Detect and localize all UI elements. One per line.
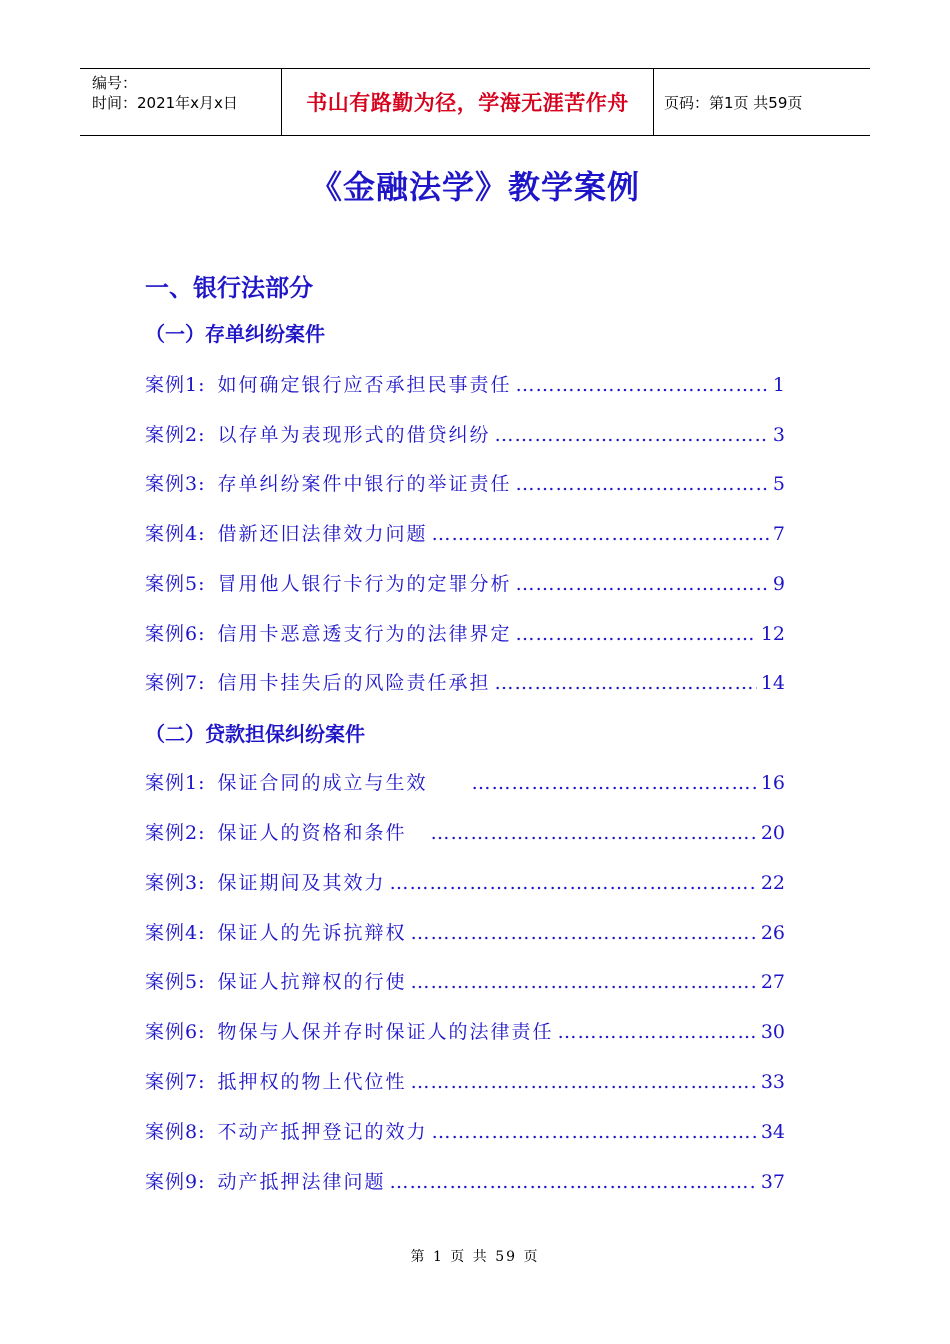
- toc-case-number: 案例1:: [145, 772, 206, 794]
- toc-case-number: 案例3:: [145, 872, 206, 894]
- toc-page-number: 1: [772, 374, 785, 396]
- number-label: 编号：: [92, 74, 138, 92]
- toc-case-number: 案例7:: [145, 1071, 206, 1093]
- header-motto: 书山有路勤为径，学海无涯苦作舟: [281, 69, 654, 135]
- toc-leader: [411, 922, 757, 944]
- toc-case-title: 以存单为表现形式的借贷纠纷: [217, 424, 491, 446]
- toc-leader: [495, 672, 757, 694]
- toc-entry[interactable]: [145, 868, 785, 896]
- section-title: 一、银行法部分: [145, 274, 313, 302]
- toc-case-title: 动产抵押法律问题: [217, 1171, 386, 1193]
- toc-case-title: 保证期间及其效力: [217, 872, 386, 894]
- document-title: 《金融法学》教学案例: [309, 168, 640, 206]
- toc-case-number: 案例2:: [145, 822, 206, 844]
- toc-page-number: 27: [760, 971, 785, 993]
- header-meta: [80, 69, 281, 135]
- toc-page-number: 7: [772, 523, 785, 545]
- toc-entry[interactable]: [145, 569, 785, 597]
- toc-case-number: 案例8:: [145, 1121, 206, 1143]
- toc-case-number: 案例7:: [145, 672, 206, 694]
- toc-case-number: 案例5:: [145, 573, 206, 595]
- toc-page-number: 3: [772, 424, 785, 446]
- group-heading-deposit: （一）存单纠纷案件: [145, 322, 325, 346]
- toc-case-number: 案例6:: [145, 1021, 206, 1043]
- toc-entry[interactable]: [145, 1117, 785, 1145]
- page-header: [80, 68, 870, 136]
- toc-leader: [431, 822, 757, 844]
- toc-entry[interactable]: [145, 967, 785, 995]
- toc-leader: [495, 424, 769, 446]
- toc-entry[interactable]: [145, 668, 785, 696]
- toc-case-number: 案例6:: [145, 623, 206, 645]
- toc-case-number: 案例3:: [145, 473, 206, 495]
- page-footer: 第 1 页 共 59 页: [410, 1249, 540, 1265]
- toc-case-title: 物保与人保并存时保证人的法律责任: [217, 1021, 554, 1043]
- toc-case-title: 保证人抗辩权的行使: [217, 971, 407, 993]
- toc-page-number: 16: [760, 772, 785, 794]
- toc-page-number: 20: [760, 822, 785, 844]
- toc-entry[interactable]: [145, 420, 785, 448]
- toc-case-title: 保证人的资格和条件: [217, 822, 407, 844]
- toc-page-number: 9: [772, 573, 785, 595]
- header-page-info: 页码：第1页 共59页: [664, 93, 803, 112]
- toc-entry[interactable]: [145, 1167, 785, 1195]
- toc-case-title: 借新还旧法律效力问题: [217, 523, 428, 545]
- toc-leader: [432, 523, 769, 545]
- toc-case-title: 信用卡恶意透支行为的法律界定: [217, 623, 512, 645]
- toc-case-title: 不动产抵押登记的效力: [217, 1121, 428, 1143]
- toc-case-number: 案例1:: [145, 374, 206, 396]
- toc-entry[interactable]: [145, 1017, 785, 1045]
- toc-page-number: 33: [760, 1071, 785, 1093]
- toc-entry[interactable]: [145, 818, 785, 846]
- toc-case-number: 案例4:: [145, 523, 206, 545]
- toc-page-number: 30: [760, 1021, 785, 1043]
- toc-entry[interactable]: [145, 619, 785, 647]
- toc-leader: [411, 1071, 757, 1093]
- toc-page-number: 34: [760, 1121, 785, 1143]
- toc-entry[interactable]: [145, 918, 785, 946]
- toc-leader: [516, 473, 769, 495]
- toc-case-number: 案例5:: [145, 971, 206, 993]
- toc-leader: [558, 1021, 757, 1043]
- toc-entry[interactable]: [145, 768, 785, 796]
- toc-entry[interactable]: [145, 370, 785, 398]
- toc-leader: [516, 573, 769, 595]
- toc-leader: [411, 971, 757, 993]
- toc-entry[interactable]: [145, 469, 785, 497]
- toc-entry[interactable]: [145, 519, 785, 547]
- group-heading-loan-guarantee: （二）贷款担保纠纷案件: [145, 722, 365, 746]
- toc-page-number: 14: [760, 672, 785, 694]
- toc-leader: [516, 374, 769, 396]
- time-label: 时间：2021年x月x日: [92, 94, 238, 112]
- toc-case-number: 案例2:: [145, 424, 206, 446]
- toc-leader: [390, 1171, 757, 1193]
- toc-page-number: 5: [772, 473, 785, 495]
- toc-leader: [472, 772, 757, 794]
- toc-case-number: 案例9:: [145, 1171, 206, 1193]
- toc-leader: [516, 623, 757, 645]
- toc-page-number: 12: [760, 623, 785, 645]
- toc-leader: [432, 1121, 757, 1143]
- toc-case-title: 保证合同的成立与生效: [217, 772, 428, 794]
- toc-case-title: 如何确定银行应否承担民事责任: [217, 374, 512, 396]
- toc-leader: [390, 872, 757, 894]
- toc-case-title: 冒用他人银行卡行为的定罪分析: [217, 573, 512, 595]
- toc-entry[interactable]: [145, 1067, 785, 1095]
- toc-case-title: 抵押权的物上代位性: [217, 1071, 407, 1093]
- toc-case-title: 存单纠纷案件中银行的举证责任: [217, 473, 512, 495]
- toc-page-number: 26: [760, 922, 785, 944]
- toc-case-number: 案例4:: [145, 922, 206, 944]
- toc-page-number: 22: [760, 872, 785, 894]
- toc-case-title: 信用卡挂失后的风险责任承担: [217, 672, 491, 694]
- toc-case-title: 保证人的先诉抗辩权: [217, 922, 407, 944]
- toc-page-number: 37: [760, 1171, 785, 1193]
